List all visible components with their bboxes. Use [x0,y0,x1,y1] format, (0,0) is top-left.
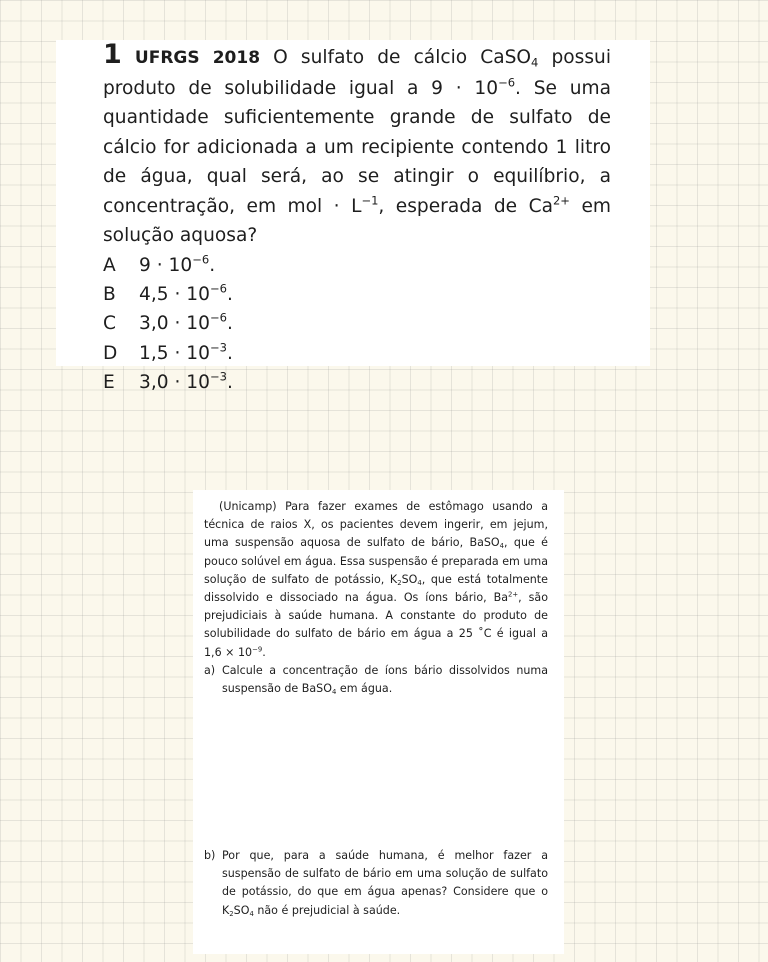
question-card-ufrgs [56,39,650,394]
sub-question-label: b) [204,849,216,862]
stem-text: possui produto de solubilidade igual a 9 · 10 [103,47,611,99]
question-2 [204,498,548,698]
sub-question-text: Calcule a concentração de íons bário dissolvidos numa suspensão de BaSO$_4$ em água. [222,663,548,697]
question-1-stem [103,40,611,251]
question-card-unicamp [193,490,564,954]
question-number: 1 [103,39,122,70]
question-1 [103,40,611,398]
option-value: $3,0 \cdot 10^{-3}$. [139,369,233,394]
option-letter: B [103,283,116,305]
stem-text: em solução aquosa? [103,195,612,246]
question-2-intro: (Unicamp) Para fazer exames de estômago usando a técnica de raios X, os pacientes devem ingerir, em jejum, uma suspensão aquosa de sulfato de bário, BaSO$_4$, que é pouco solúvel em água. Essa suspensão é preparada em uma solução de sulfato de potássio, $K_2SO_4$, que está totalmente dissolvido e dissociado na água. Os íons bário, $Ba^{2+}$, são prejudiciais à saúde humana. A constante do produto de solubilidade do sulfato de bário em água a 25 ˚C é igual a $1,6 \times 10^{-9}$. [204,500,549,659]
sub-question-b [204,847,548,920]
option-value: $3,0 \cdot 10^{-6}$. [139,310,233,335]
option-value: $4,5 \cdot 10^{-6}$. [139,281,233,305]
stem-text: , esperada de Ca [378,195,553,217]
sub-question-label: a) [204,663,216,677]
option-letter: A [103,254,116,276]
ion-charge: 2+ [552,193,570,208]
option-letter: D [103,342,118,364]
option-c[interactable] [103,309,611,338]
subscript: 4 [531,55,539,70]
option-value: $1,5 \cdot 10^{-3}$. [139,340,233,364]
exponent: −1 [361,193,379,208]
option-letter: E [103,372,115,394]
option-d[interactable] [103,339,611,368]
sub-question-a [204,662,548,698]
question-source: UFRGS 2018 [134,48,261,68]
option-b[interactable] [103,280,611,309]
answer-options [103,251,611,398]
option-a[interactable] [103,251,611,280]
option-letter: C [103,313,116,335]
stem-text: . Se uma quantidade suficientemente grande de sulfato de cálcio for adicionada a um recipiente contendo 1 litro de água, qual será, ao se atingir o equilíbrio, a concentração, em mol · L [103,77,611,217]
exponent: −6 [498,75,516,90]
option-e[interactable] [103,368,611,397]
option-value: $9 \cdot 10^{-6}$. [139,252,216,276]
stem-text: O sulfato de cálcio CaSO [273,47,532,68]
sub-question-text: Por que, para a saúde humana, é melhor fazer a suspensão de sulfato de bário em uma solução de sulfato de potássio, do que em água apenas? Considere que o $K_2SO_4$ não é prejudicial à saúde. [222,849,548,918]
